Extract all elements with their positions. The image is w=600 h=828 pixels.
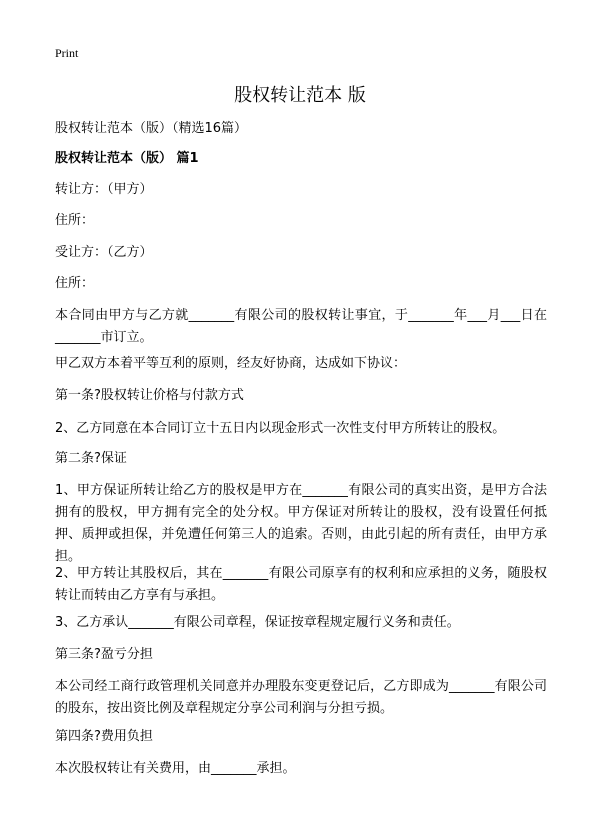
- article3-title: 第三条?盈亏分担: [55, 647, 153, 662]
- intro-paragraph: 本合同由甲方与乙方就_______有限公司的股权转让事宜，于_______年___月___日在_______市订立。: [55, 308, 547, 345]
- article2-paragraph-2: 2、甲方转让其股权后，其在_______有限公司原享有的权利和应承担的义务，随股权转让而转由乙方享有与承担。: [55, 566, 547, 603]
- article4-title: 第四条?费用负担: [55, 729, 153, 744]
- article3-paragraph-1: 本公司经工商行政管理机关同意并办理股东变更登记后，乙方即成为_______有限公司的股东，按出资比例及章程规定分享公司利润与分担亏损。: [55, 679, 547, 716]
- document-title: 股权转让范本 版: [234, 85, 366, 106]
- transferor-address: 住所：: [55, 213, 95, 228]
- article1-title: 第一条?股权转让价格与付款方式: [55, 388, 244, 403]
- transferee-address: 住所：: [55, 276, 95, 291]
- article2-paragraph-3: 3、乙方承认_______有限公司章程，保证按章程规定履行义务和责任。: [55, 615, 460, 630]
- transferor-line: 转让方：（甲方）: [55, 182, 153, 197]
- section-heading: 股权转让范本（版） 篇1: [55, 151, 199, 166]
- transferee-line: 受让方：（乙方）: [55, 245, 153, 260]
- print-label[interactable]: Print: [55, 46, 79, 60]
- article2-paragraph-1: 1、甲方保证所转让给乙方的股权是甲方在_______有限公司的真实出资，是甲方合法拥有的股权，甲方拥有完全的处分权。甲方保证对所转让的股权，没有设置任何抵押、质押或担保，并免遭任何第三人的追索。否则，由此引起的所有责任，由甲方承担。: [55, 483, 547, 564]
- article1-paragraph-2: 2、乙方同意在本合同订立十五日内以现金形式一次性支付甲方所转让的股权。: [55, 421, 506, 436]
- article2-title: 第二条?保证: [55, 451, 127, 466]
- document-subtitle: 股权转让范本（版）（精选16篇）: [55, 121, 248, 136]
- article4-paragraph-1: 本次股权转让有关费用，由_______承担。: [55, 761, 296, 776]
- agreement-paragraph: 甲乙双方本着平等互利的原则，经友好协商，达成如下协议：: [55, 356, 407, 371]
